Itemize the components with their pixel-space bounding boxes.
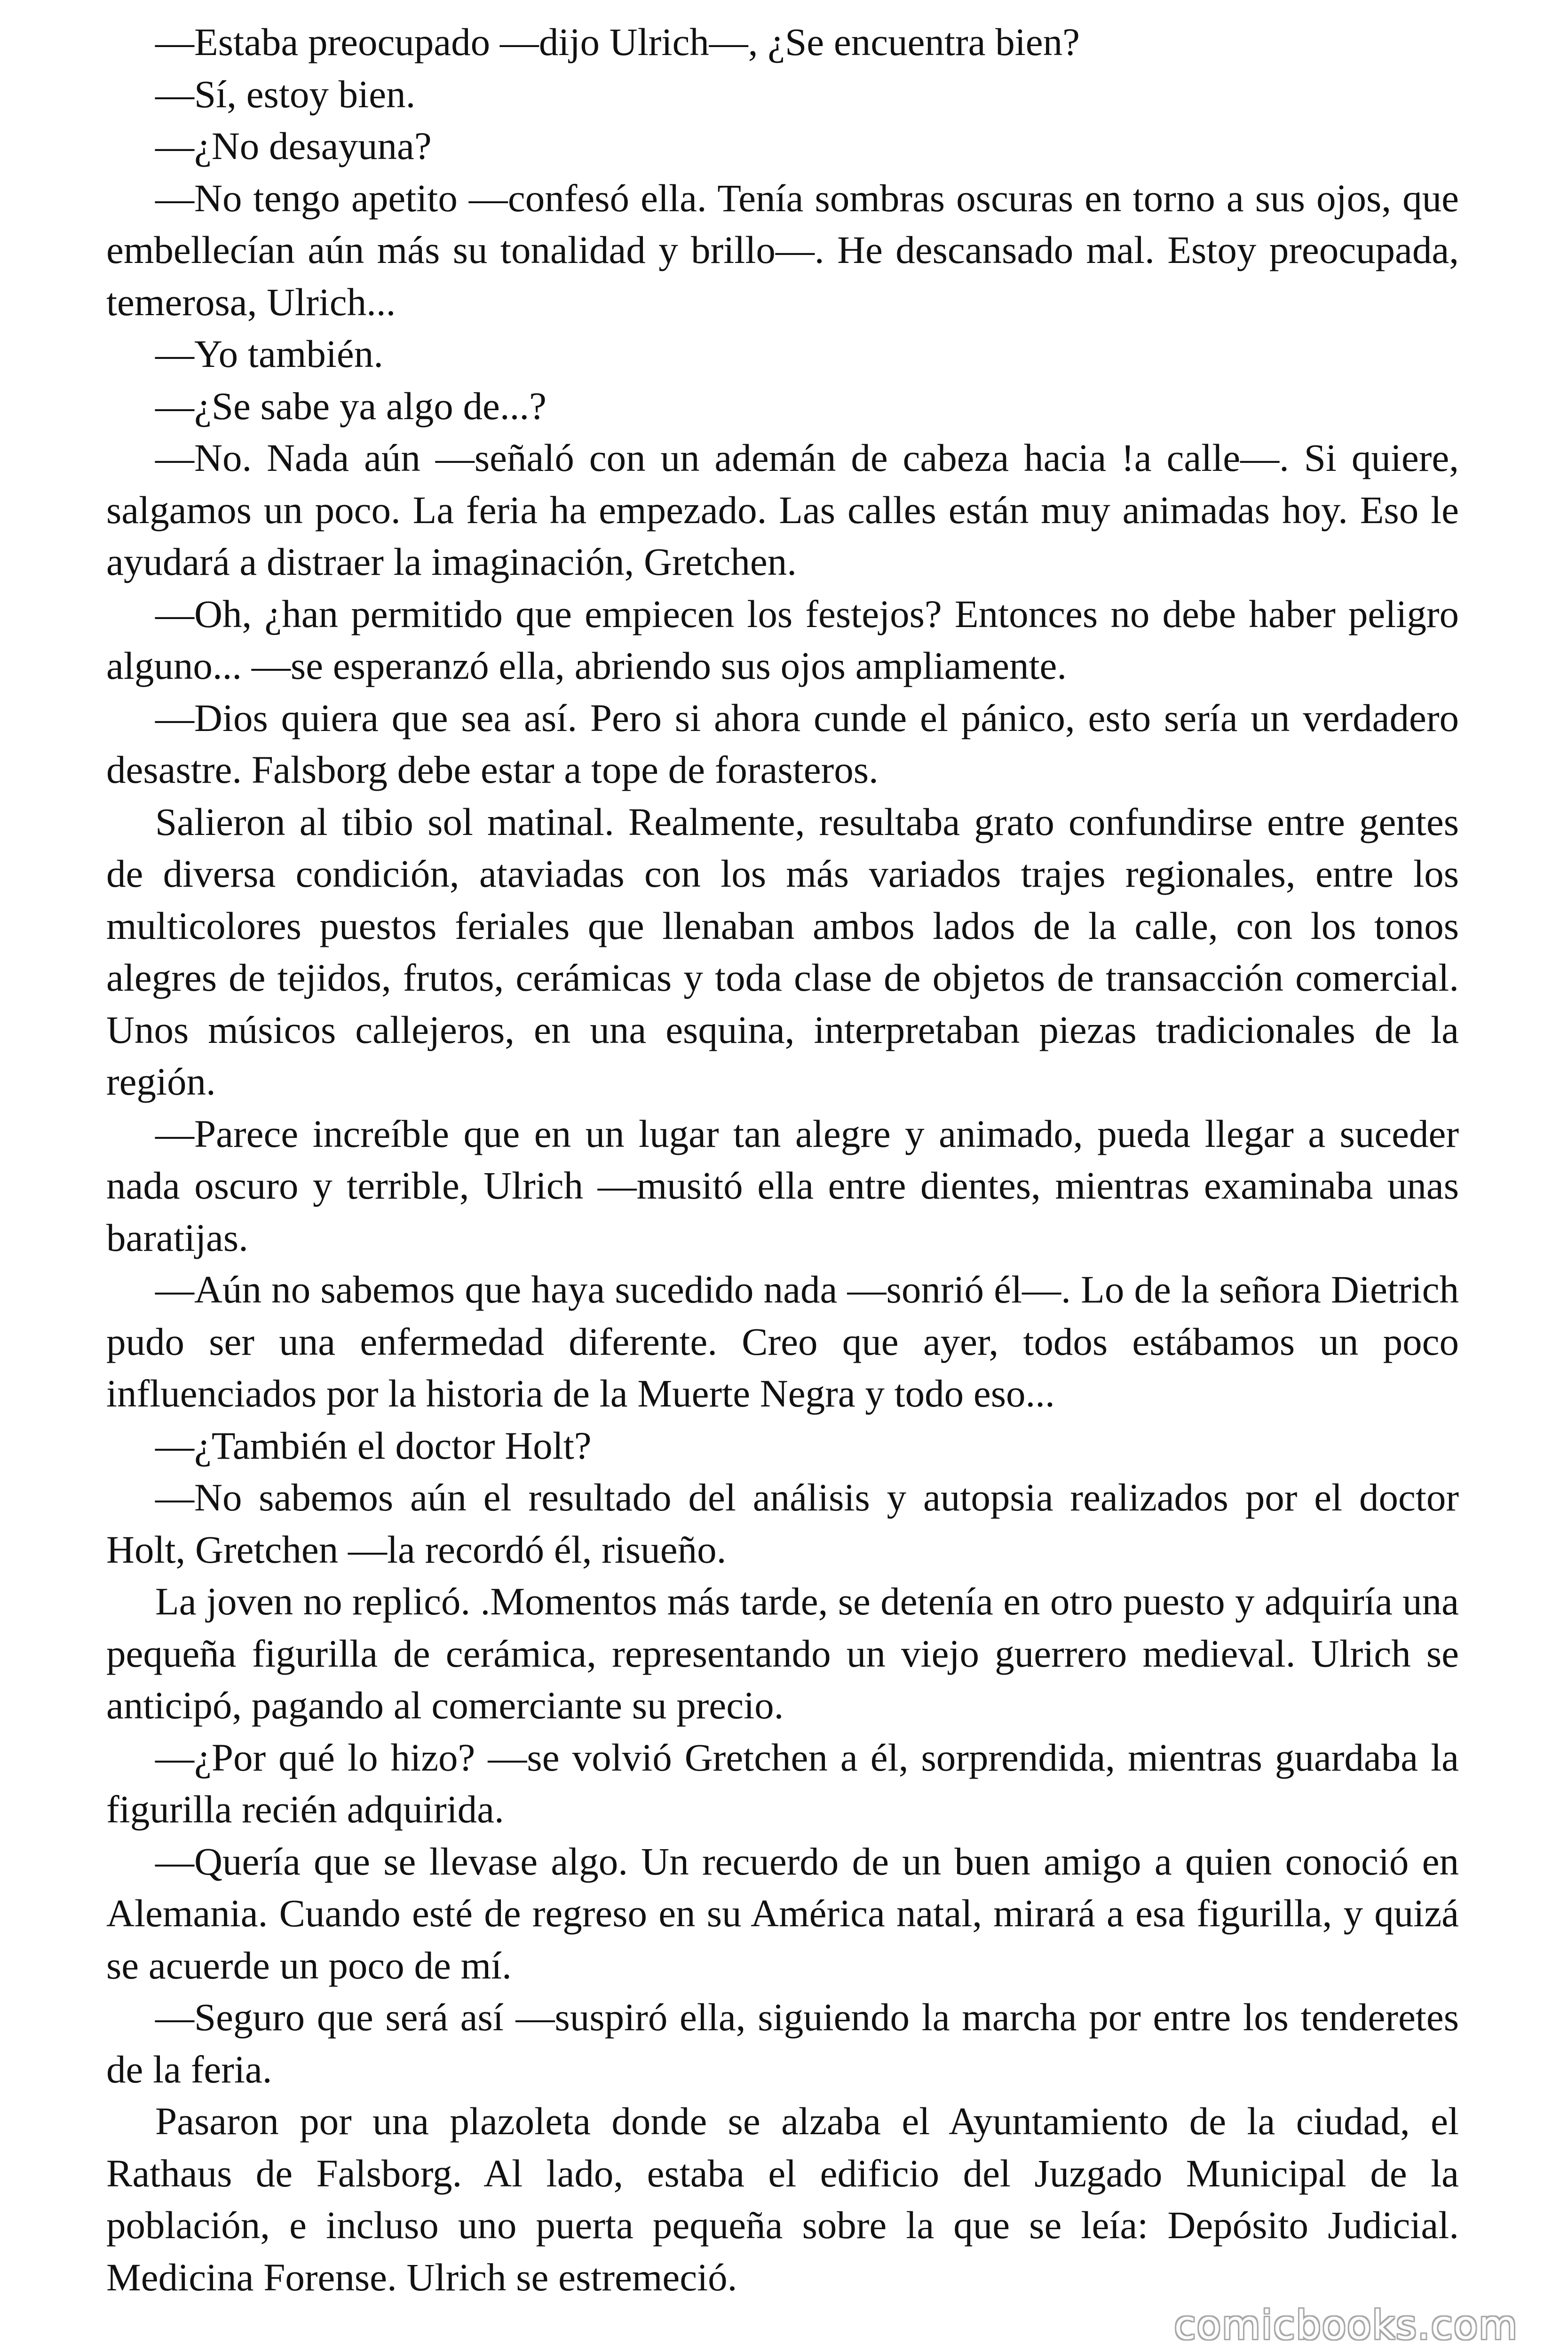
paragraph: —¿No desayuna? [155,124,432,167]
paragraph: —Sí, estoy bien. [155,72,416,116]
paragraph: —¿Por qué lo hizo? —se volvió Gretchen a él, sorprendida, mientras guardaba la figurilla recién adquirida. [106,1735,1459,1831]
page-body [106,16,1459,2303]
paragraph: —No. Nada aún —señaló con un ademán de cabeza hacia !a calle—. Si quiere, salgamos un poco. La feria ha empezado. Las calles están muy animadas hoy. Eso le ayudará a distraer la imaginación, Gretchen. [106,436,1459,583]
paragraph: —No sabemos aún el resultado del análisis y autopsia realizados por el doctor Holt, Gretchen —la recordó él, risueño. [106,1476,1459,1571]
paragraph: —Estaba preocupado —dijo Ulrich—, ¿Se encuentra bien? [155,20,1080,64]
paragraph: —Parece increíble que en un lugar tan alegre y animado, pueda llegar a suceder nada oscuro y terrible, Ulrich —musitó ella entre dientes, mientras examinaba unas baratijas. [106,1112,1459,1259]
watermark: comicbooks.com [1174,2302,1518,2348]
paragraph: —Dios quiera que sea así. Pero si ahora cunde el pánico, esto sería un verdadero desastre. Falsborg debe estar a tope de forasteros. [106,696,1459,791]
paragraph: —Quería que se llevase algo. Un recuerdo de un buen amigo a quien conoció en Alemania. Cuando esté de regreso en su América natal, mirará a esa figurilla, y quizá se acuerde un poco de mí. [106,1839,1459,1987]
paragraph: Pasaron por una plazoleta donde se alzaba el Ayuntamiento de la ciudad, el Rathaus de Falsborg. Al lado, estaba el edificio del Juzgado Municipal de la población, e incluso uno puerta pequeña sobre la que se leía: Depósito Judicial. Medicina Forense. Ulrich se estremeció. [106,2099,1459,2299]
paragraph: —Yo también. [155,332,383,375]
paragraph: Salieron al tibio sol matinal. Realmente, resultaba grato confundirse entre gentes de diversa condición, ataviadas con los más variados trajes regionales, entre los multicolores puestos feriales que llenaban ambos lados de la calle, con los tonos alegres de tejidos, frutos, cerámicas y toda clase de objetos de transacción comercial. Unos músicos callejeros, en una esquina, interpretaban piezas tradicionales de la región. [106,800,1459,1103]
paragraph: —¿Se sabe ya algo de...? [155,384,546,428]
paragraph: —Oh, ¿han permitido que empiecen los festejos? Entonces no debe haber peligro alguno... —se esperanzó ella, abriendo sus ojos ampliamente. [106,592,1459,687]
paragraph: —Aún no sabemos que haya sucedido nada —sonrió él—. Lo de la señora Dietrich pudo ser una enfermedad diferente. Creo que ayer, todos estábamos un poco influenciados por la historia de la Muerte Negra y todo eso... [106,1268,1459,1415]
paragraph: —Seguro que será así —suspiró ella, siguiendo la marcha por entre los tenderetes de la feria. [106,1995,1459,2091]
paragraph: —No tengo apetito —confesó ella. Tenía sombras oscuras en torno a sus ojos, que embellecían aún más su tonalidad y brillo—. He descansado mal. Estoy preocupada, temerosa, Ulrich... [106,176,1459,324]
paragraph: La joven no replicó. .Momentos más tarde, se detenía en otro puesto y adquiría una pequeña figurilla de cerámica, representando un viejo guerrero medieval. Ulrich se anticipó, pagando al comerciante su precio. [106,1580,1459,1727]
paragraph: —¿También el doctor Holt? [155,1423,592,1467]
